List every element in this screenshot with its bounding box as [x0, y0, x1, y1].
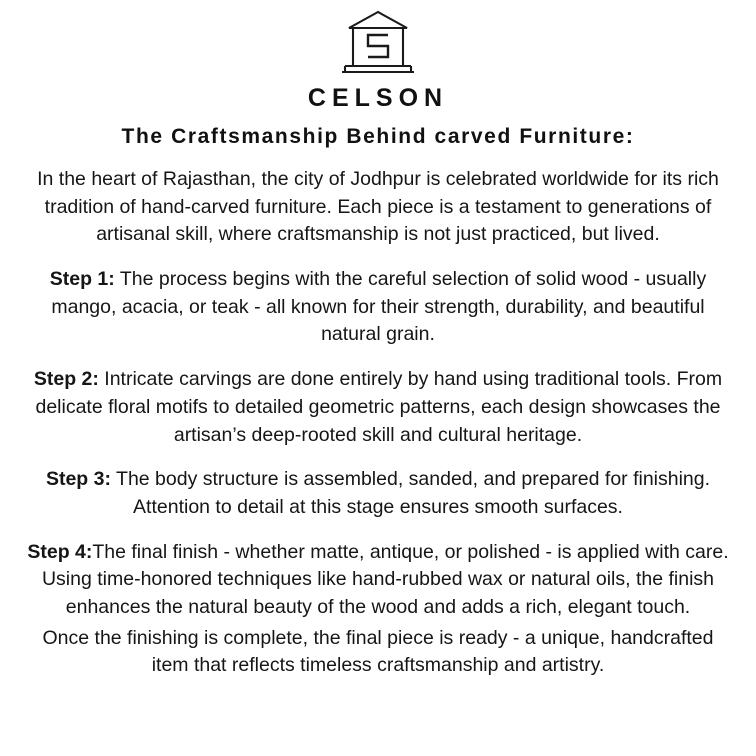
paragraph-text: Intricate carvings are done entirely by hand using traditional tools. From delicate floral motifs to detailed geometric patterns, each design showcases the artisan’s deep-rooted skill and cultural heritage.	[35, 368, 723, 446]
brand-logo	[332, 8, 424, 80]
brand-name: CELSON	[307, 84, 449, 112]
step-label: Step 2:	[33, 368, 99, 391]
page-title: The Craftsmanship Behind carved Furniture:	[121, 125, 635, 148]
paragraph-step-1	[22, 266, 734, 349]
paragraph-text: In the heart of Rajasthan, the city of Jodhpur is celebrated worldwide for its rich tradition of hand-carved furniture. Each piece is a testament to generations of artisanal skill, where craftsmanship is not just practiced, but lived.	[37, 168, 719, 246]
article-body	[22, 149, 734, 680]
celson-monogram-icon	[332, 8, 424, 80]
paragraph-text: The process begins with the careful selection of solid wood - usually mango, acacia, or teak - all known for their strength, durability, and beautiful natural grain.	[51, 268, 707, 346]
paragraph-step-3	[22, 466, 734, 521]
paragraph-text: The final finish - whether matte, antique, or polished - is applied with care. Using time-honored techniques like hand-rubbed wax or natural oils, the finish enhances the natural beauty of the wood and adds a rich, elegant touch.	[41, 540, 729, 618]
paragraph-intro	[22, 166, 734, 249]
paragraph-text: Once the finishing is complete, the final piece is ready - a unique, handcrafted item that reflects timeless craftsmanship and artistry.	[42, 626, 714, 677]
paragraph-step-2	[22, 366, 734, 449]
paragraph-step-4	[22, 539, 734, 622]
step-label: Step 1:	[49, 268, 115, 291]
step-label: Step 4:	[27, 540, 93, 563]
step-label: Step 3:	[45, 468, 111, 491]
paragraph-text: The body structure is assembled, sanded, and prepared for finishing. Attention to detail at this stage ensures smooth surfaces.	[110, 468, 711, 518]
paragraph-closing	[22, 625, 734, 680]
